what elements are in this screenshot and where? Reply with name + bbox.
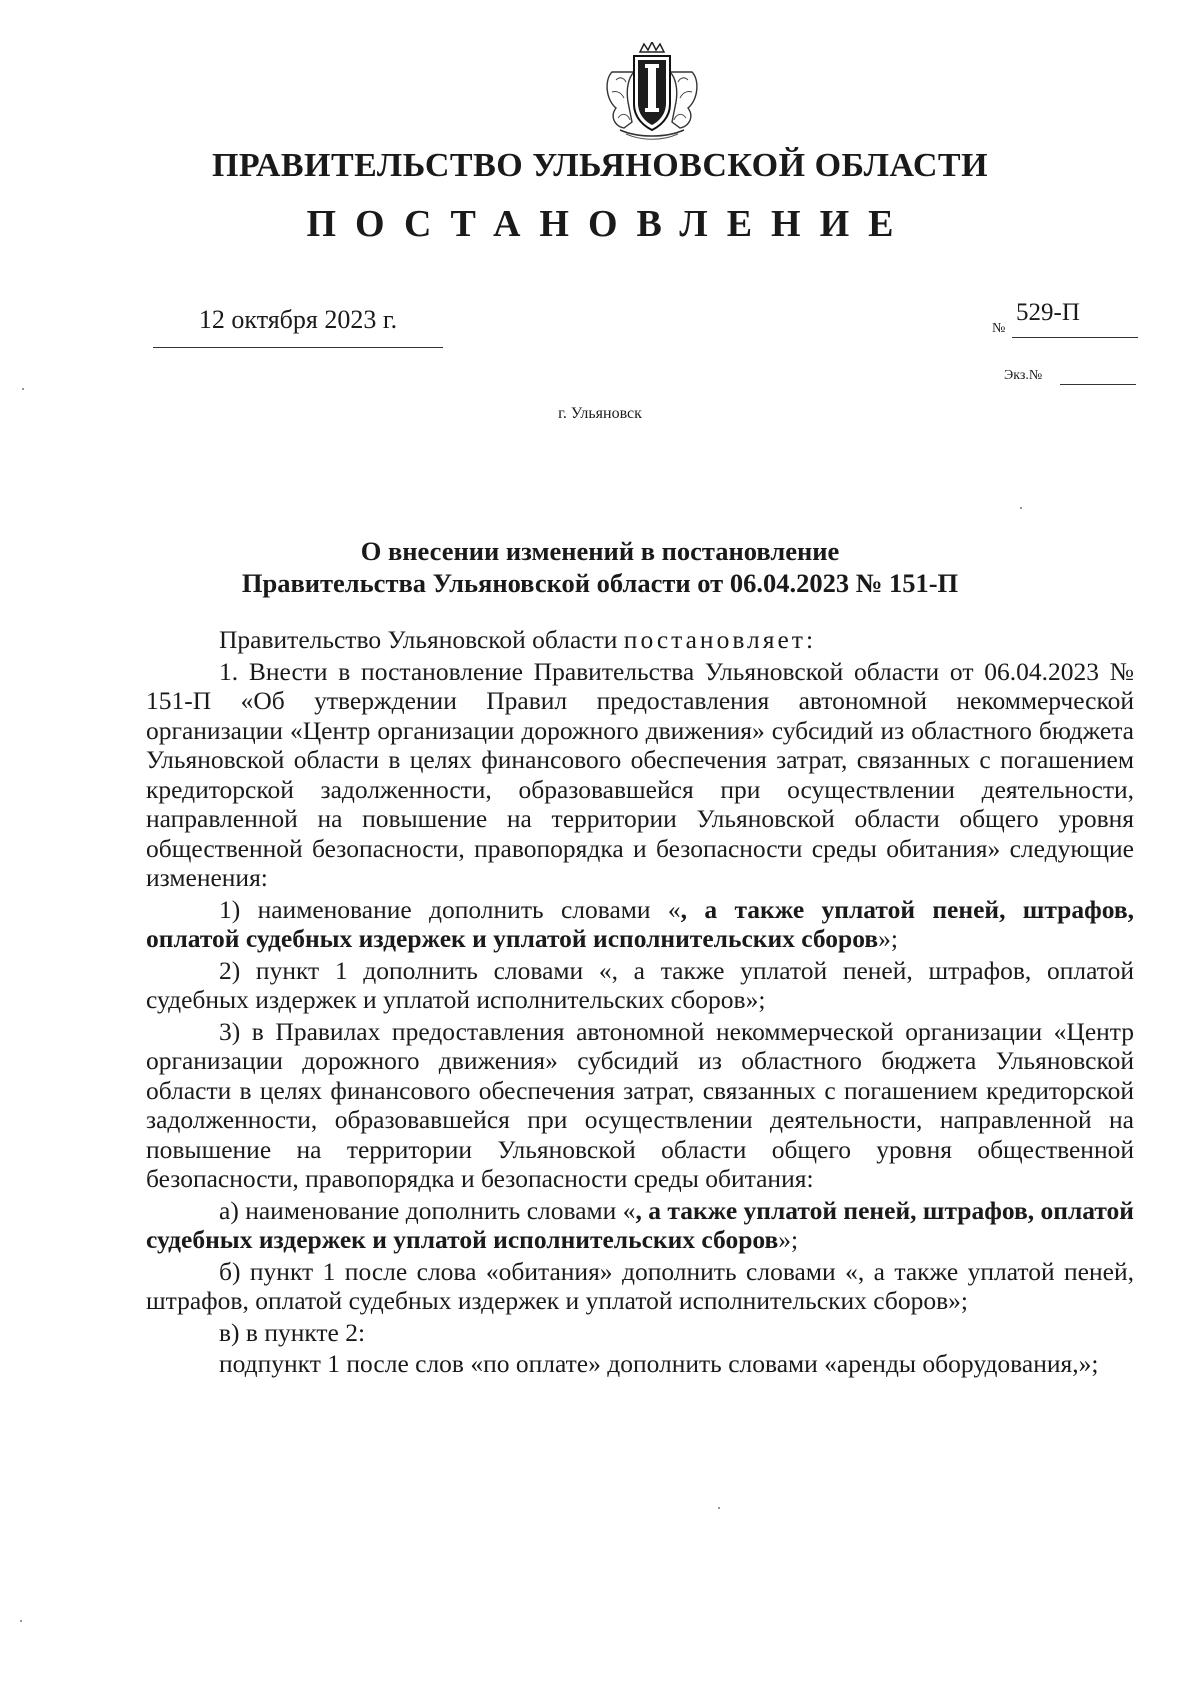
subitem-a-lead: а) наименование дополнить словами « <box>219 1195 636 1225</box>
intro-spaced-verb: постановляет <box>623 625 806 654</box>
city: г. Ульяновск <box>558 405 642 422</box>
subitem-b: б) пункт 1 после слова «обитания» дополнить словами «, а также уплатой пеней, штрафов, оплатой судебных издержек и уплатой исполнительских сборов»; <box>146 1256 1134 1315</box>
subitem-v: в) в пункте 2: <box>219 1317 366 1347</box>
scan-speck <box>1020 507 1022 509</box>
intro-lead: Правительство Ульяновской области <box>219 625 624 654</box>
document-title <box>0 535 1200 599</box>
subitem-a-bold: , а также уплатой пеней, штрафов, оплатой судебных издержек и уплатой исполнительских сборов <box>146 1195 1134 1254</box>
scan-speck <box>22 388 24 390</box>
subitem-a <box>146 1196 1134 1255</box>
copy-number-blank <box>1060 384 1136 385</box>
subitem-2: 2) пункт 1 дополнить словами «, а также уплатой пеней, штрафов, оплатой судебных издержек и уплатой исполнительских сборов»; <box>146 955 1134 1014</box>
document-type: ПОСТАНОВЛЕНИЕ <box>306 203 913 245</box>
item-1: 1. Внести в постановление Правительства Ульяновской области от 06.04.2023 № 151-П «Об утверждении Правил предоставления автономной некоммерческой организации «Центр организации дорожного движения» субсидий из областного бюджета Ульяновской области в целях финансового обеспечения затрат, связанных с погашением кредиторской задолженности, образовавшейся при осуществлении деятельности, направленной на повышение на территории Ульяновской области общего уровня общественной безопасности, правопорядка и безопасности среды обитания» следующие изменения: <box>146 656 1134 892</box>
document-date: 12 октября 2023 г. <box>153 305 443 348</box>
intro-colon: : <box>805 625 814 654</box>
coat-of-arms-icon <box>598 42 706 142</box>
title-line-2: Правительства Ульяновской области от 06.04.2023 № 151-П <box>241 568 959 598</box>
subitem-1 <box>146 895 1134 954</box>
subitem-v-1: подпункт 1 после слов «по оплате» дополнить словами «аренды оборудования,»; <box>219 1349 1099 1378</box>
subitem-3: 3) в Правилах предоставления автономной некоммерческой организации «Центр организации дорожного движения» субсидий из областного бюджета Ульяновской области в целях финансового обеспечения затрат, связанных с погашением кредиторской задолженности, образовавшейся при осуществлении деятельности, направленной на повышение на территории Ульяновской области общего уровня общественной безопасности, правопорядка и безопасности среды обитания: <box>146 1016 1134 1193</box>
copy-number-label: Экз.№ <box>1004 368 1043 383</box>
intro-paragraph <box>146 625 1134 655</box>
title-line-1: О внесении изменений в постановление <box>360 536 840 566</box>
number-label: № <box>992 321 1006 336</box>
scan-speck <box>20 1620 22 1622</box>
subitem-1-lead: 1) наименование дополнить словами « <box>219 894 681 924</box>
organization-name: ПРАВИТЕЛЬСТВО УЛЬЯНОВСКОЙ ОБЛАСТИ <box>211 147 989 184</box>
document-body <box>146 625 1134 1379</box>
subitem-a-tail: »; <box>778 1225 799 1254</box>
subitem-1-tail: »; <box>878 924 898 953</box>
scan-speck <box>718 1507 720 1509</box>
subitem-1-bold: , а также уплатой пеней, штрафов, оплатой судебных издержек и уплатой исполнительских сборов <box>146 894 1134 953</box>
document-number: 529-П <box>1012 299 1138 338</box>
